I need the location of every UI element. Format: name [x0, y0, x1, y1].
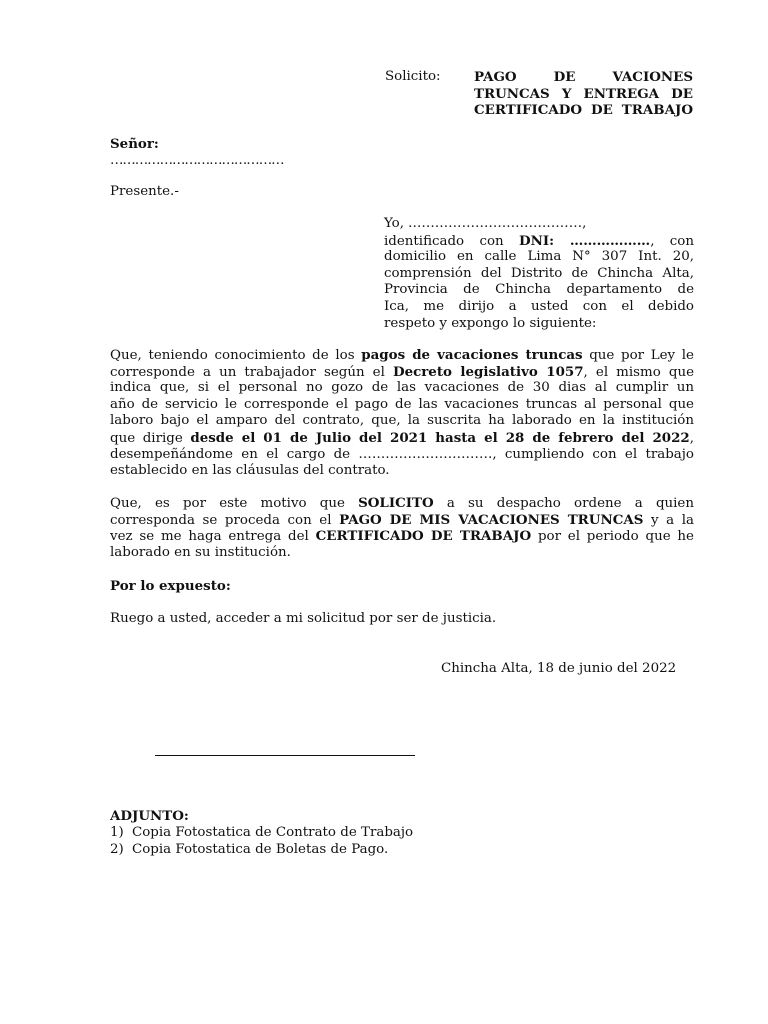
- paragraph-line: corresponda se proceda con el PAGO DE MIS VACACIONES TRUNCAS y a la: [110, 511, 694, 528]
- ruego-text: Ruego a usted, acceder a mi solicitud por ser de justicia.: [110, 611, 497, 626]
- paragraph-line: vez se me haga entrega del CERTIFICADO DE TRABAJO por el periodo que he: [110, 528, 694, 545]
- adjunto-list: [110, 825, 413, 858]
- signature-line: [155, 755, 415, 756]
- adjunto-item: 2) Copia Fotostatica de Boletas de Pago.: [110, 841, 389, 857]
- subject-line: CERTIFICADO DE TRABAJO: [474, 102, 693, 119]
- paragraph-line: que dirige desde el 01 de Julio del 2021 hasta el 28 de febrero del 2022,: [110, 429, 695, 446]
- addressee-name-placeholder: ……………………………………: [110, 153, 284, 168]
- intro-line: domicilio en calle Lima N° 307 Int. 20,: [384, 249, 694, 265]
- subject-line: PAGO DE VACIONES: [474, 69, 693, 85]
- paragraph-line: corresponde a un trabajador según el Decreto legislativo 1057, el mismo que: [110, 363, 694, 380]
- paragraph-line: Que, teniendo conocimiento de los pagos de vacaciones truncas que por Ley le: [110, 347, 694, 363]
- intro-line: Ica, me dirijo a usted con el debido: [384, 298, 694, 314]
- paragraph-line: laboro bajo el amparo del contrato, que, la suscrita ha laborado en la institución: [110, 413, 694, 429]
- paragraph-line: establecido en las cláusulas del contrato.: [110, 463, 390, 479]
- presente-text: Presente.-: [110, 184, 179, 199]
- paragraph-line: indica que, si el personal no gozo de las vacaciones de 30 dias al cumplir un: [110, 380, 694, 396]
- body-paragraph-2: [110, 495, 694, 561]
- intro-line: comprensión del Distrito de Chincha Alta,: [384, 265, 694, 281]
- intro-line: respeto y expongo lo siguiente:: [384, 315, 597, 331]
- paragraph-line: laborado en su institución.: [110, 544, 291, 560]
- solicito-label: Solicito:: [385, 69, 441, 84]
- adjunto-heading: ADJUNTO:: [110, 808, 189, 824]
- paragraph-line: desempeñándome en el cargo de …………………………, cumpliendo con el trabajo: [110, 446, 694, 462]
- paragraph-line: año de servicio le corresponde el pago de las vacaciones truncas al personal que: [110, 396, 694, 412]
- addressee-title: Señor:: [110, 136, 159, 152]
- intro-paragraph: [384, 216, 694, 332]
- por-lo-expuesto-heading: Por lo expuesto:: [110, 578, 231, 594]
- solicito-subject: [474, 69, 693, 119]
- intro-line: identificado con DNI: ………………, con: [384, 232, 694, 249]
- body-paragraph-1: [110, 347, 694, 480]
- intro-line: Yo, …………………………………,: [384, 216, 587, 231]
- place-date: Chincha Alta, 18 de junio del 2022: [441, 661, 677, 676]
- subject-line: TRUNCAS Y ENTREGA DE: [474, 85, 693, 102]
- adjunto-item: 1) Copia Fotostatica de Contrato de Trabajo: [110, 825, 414, 840]
- intro-line: Provincia de Chincha departamento de: [384, 282, 694, 298]
- paragraph-line: Que, es por este motivo que SOLICITO a su despacho ordene a quien: [110, 495, 694, 511]
